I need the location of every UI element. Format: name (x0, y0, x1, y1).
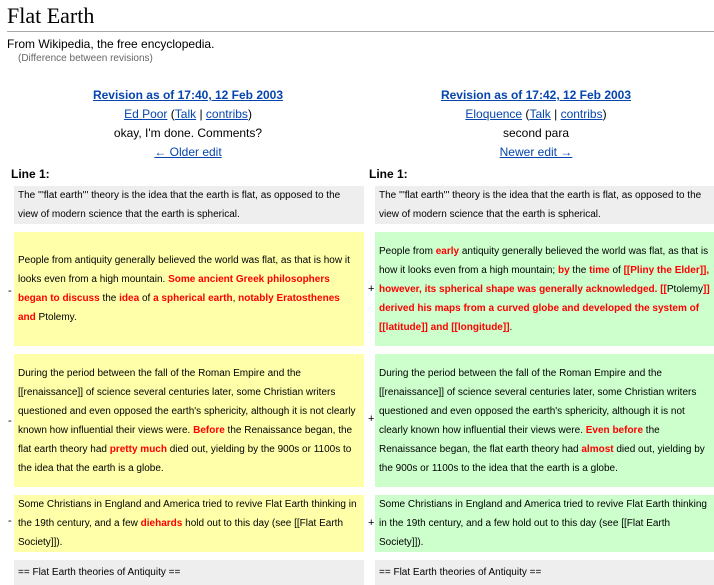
diff-minus-marker: - (8, 415, 12, 427)
diff-text: of (609, 264, 624, 276)
diff-changed-text: diehards (140, 518, 183, 529)
diff-changed-text: early (435, 245, 460, 257)
diff-text: antiquity generally believed the world was flat, as that is how it looks even from a high mountain; (379, 245, 709, 276)
diff-text: of (139, 293, 154, 304)
diff-text: == Flat Earth theories of Antiquity == (379, 567, 542, 578)
diff-changed-text: time (589, 264, 610, 276)
diff-subtitle: (Difference between revisions) (18, 53, 153, 64)
older-edit-link[interactable]: ← Older edit (154, 145, 222, 159)
diff-changed-text: Some ancient Greek philosophers began to discuss (18, 274, 330, 304)
diff-plus-marker: + (368, 283, 375, 295)
diff-added-cell (375, 232, 714, 346)
diff-text: == Flat Earth theories of Antiquity == (18, 567, 181, 578)
diff-minus-marker: - (8, 515, 12, 527)
diff-context-cell-new (375, 186, 714, 224)
diff-text: The '''flat earth''' theory is the idea that the earth is flat, as opposed to the view of modern science that the earth is spherical. (379, 190, 702, 220)
diff-changed-text: pretty much (109, 443, 167, 455)
page-title: Flat Earth (7, 3, 95, 28)
diff-changed-text: Even before (585, 424, 644, 436)
diff-text: the Renaissance began, the flat earth theory had (18, 424, 353, 455)
new-revision-talk-link[interactable]: Talk (529, 107, 551, 121)
old-line-number: Line 1: (11, 167, 50, 181)
diff-changed-text: almost (581, 443, 614, 455)
diff-text: . (509, 321, 513, 333)
old-revision-user-link[interactable]: Ed Poor (124, 107, 168, 121)
diff-text: Ptolemy (666, 283, 704, 295)
diff-text: died out, yielding by the 900s or 1100s to the idea that the earth is a globe. (18, 443, 352, 474)
diff-text: Ptolemy. (35, 312, 77, 323)
diff-text: Some Christians in England and America tried to revive Flat Earth thinking in the 19th century, and a few hold out to this day (see [[Flat Earth Society]]). (379, 499, 707, 548)
diff-changed-text: notably Eratosthenes and (18, 293, 340, 323)
newer-edit-link[interactable]: Newer edit → (499, 145, 573, 159)
diff-text: hold out to this day (see [[Flat Earth Society]]). (18, 518, 343, 548)
diff-deleted-cell (14, 495, 364, 552)
diff-context-cell-old (14, 560, 364, 585)
old-revision-link[interactable]: Revision as of 17:40, 12 Feb 2003 (92, 88, 284, 102)
diff-deleted-cell (14, 354, 364, 487)
diff-changed-text: Before (193, 424, 225, 436)
diff-plus-marker: + (368, 413, 375, 425)
title-divider (7, 31, 714, 32)
diff-changed-text: a spherical earth (153, 293, 233, 304)
new-line-number: Line 1: (369, 167, 408, 181)
diff-text: , (232, 293, 239, 304)
diff-minus-marker: - (8, 285, 12, 297)
diff-text: the (99, 293, 120, 304)
diff-changed-text: ]] derived his maps from a curved globe and developed the system of [[latitude]] and [[longitude]] (379, 283, 710, 333)
old-revision-contribs-link[interactable]: contribs (205, 107, 248, 121)
diff-text: During the period between the fall of the Roman Empire and the [[renaissance]] of science several centuries later, some Christian writers questioned and even opposed the earth's sphericity, although it is not clearly known how influential their views were. (379, 367, 697, 436)
diff-added-cell (375, 354, 714, 487)
new-revision-user-link[interactable]: Eloquence (465, 107, 523, 121)
diff-added-cell (375, 495, 714, 552)
diff-changed-text: idea (119, 293, 140, 304)
new-revision-link[interactable]: Revision as of 17:42, 12 Feb 2003 (440, 88, 632, 102)
diff-text: People from (379, 245, 436, 257)
diff-text: During the period between the fall of the Roman Empire and the [[renaissance]] of science several centuries later, some Christian writers questioned and even opposed the earth's sphericity, although it is not clearly known how influential their views were. (18, 367, 356, 436)
new-revision-header: Revision as of 17:42, 12 Feb 2003 Eloquence (Talk | contribs) second para Newer edit → (386, 86, 686, 162)
tagline: From Wikipedia, the free encyclopedia. (7, 37, 215, 51)
diff-context-cell-new (375, 560, 714, 585)
diff-text: the (569, 264, 590, 276)
old-revision-header: Revision as of 17:40, 12 Feb 2003 Ed Poor (Talk | contribs) okay, I'm done. Comments? ← Older edit (38, 86, 338, 162)
new-revision-contribs-link[interactable]: contribs (560, 107, 603, 121)
diff-text: The '''flat earth''' theory is the idea that the earth is flat, as opposed to the view of modern science that the earth is spherical. (18, 190, 341, 220)
diff-context-cell-old (14, 186, 364, 224)
new-revision-summary: second para (502, 126, 570, 140)
old-revision-talk-link[interactable]: Talk (174, 107, 197, 121)
diff-plus-marker: + (368, 517, 375, 529)
diff-changed-text: by (557, 264, 570, 276)
diff-text: People from antiquity generally believed the world was flat, as that is how it looks even from a high mountain. (18, 255, 350, 285)
diff-text: the Renaissance began, the flat earth theory had (379, 424, 660, 455)
diff-text: died out, yielding by the 900s or 1100s to the idea that the earth is a globe. (379, 443, 705, 474)
diff-changed-text: [[Pliny the Elder]], however, its spherical shape was generally acknowledged. [[ (379, 264, 710, 295)
diff-deleted-cell (14, 232, 364, 346)
old-revision-summary: okay, I'm done. Comments? (113, 126, 263, 140)
diff-text: Some Christians in England and America tried to revive Flat Earth thinking in the 19th century, and a few (18, 499, 357, 529)
